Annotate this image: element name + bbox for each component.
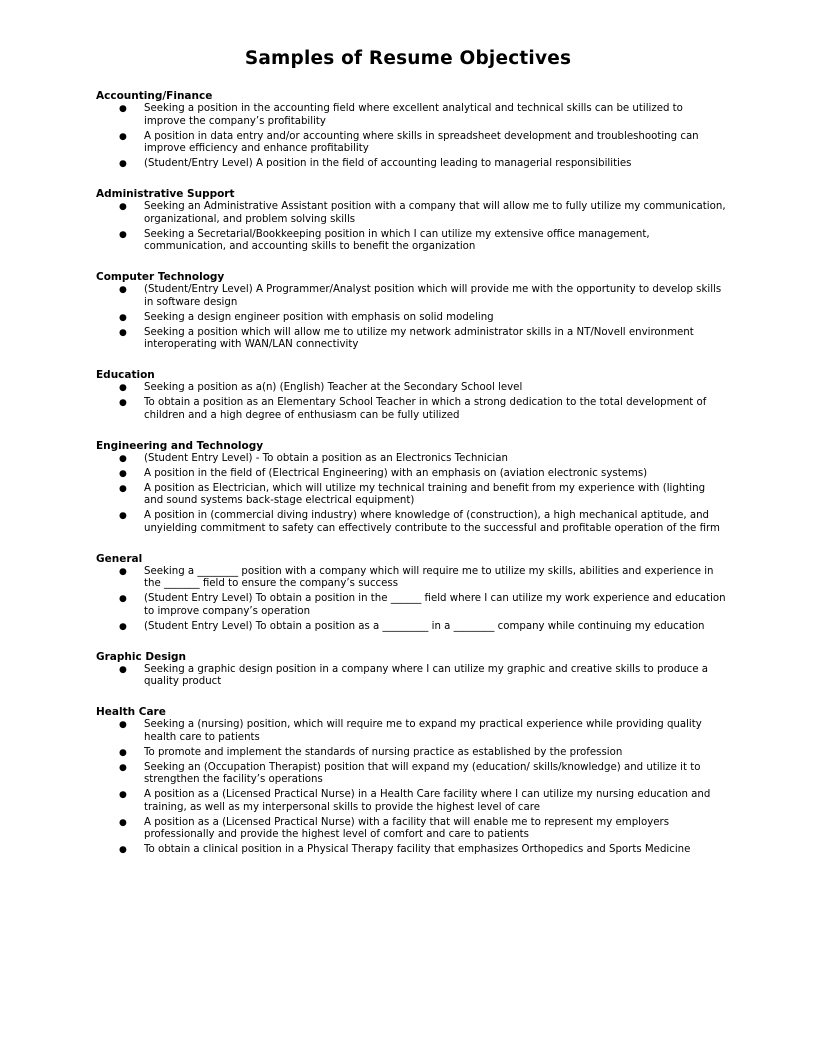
- bullet-icon: ●: [119, 468, 127, 479]
- bullet-icon: ●: [119, 747, 127, 758]
- objective-text: Seeking a position in the accounting field where excellent analytical and technical skills can be utilized to improve the company’s profitability: [144, 103, 683, 127]
- bullet-icon: ●: [119, 453, 127, 464]
- list-item: [96, 327, 726, 352]
- objective-text: Seeking an (Occupation Therapist) position that will expand my (education/ skills/knowledge) and utilize it to strengthen the facility’s operations: [144, 761, 701, 785]
- bullet-icon: ●: [119, 398, 127, 408]
- list-item: [96, 593, 726, 618]
- section-spacer: [96, 691, 726, 706]
- objective-text: Seeking a graphic design position in a company where I can utilize my graphic and creative skills to produce a quality product: [144, 663, 708, 687]
- list-item: [96, 566, 726, 591]
- section-spacer: [96, 256, 726, 271]
- list-item: [96, 621, 726, 634]
- list-item: [96, 382, 726, 395]
- section-administrative-support: [96, 188, 726, 254]
- objective-text: (Student Entry Level) - To obtain a position as an Electronics Technician: [144, 452, 508, 464]
- section-spacer: [96, 636, 726, 651]
- bullet-icon: ●: [119, 762, 127, 773]
- page-title: Samples of Resume Objectives: [244, 48, 572, 69]
- list-item: [96, 103, 726, 128]
- section-heading: General: [96, 552, 143, 565]
- objective-list: [96, 453, 726, 536]
- objective-list: [96, 382, 726, 422]
- list-item: [96, 468, 726, 481]
- objective-text: To obtain a position as an Elementary School Teacher in which a strong dedication to the total development of children and a high degree of enthusiasm can be fully utilized: [144, 397, 707, 421]
- list-item: [96, 510, 726, 535]
- objective-text: A position in the field of (Electrical Engineering) with an emphasis on (aviation electronic systems): [144, 467, 648, 479]
- objective-text: (Student Entry Level) To obtain a position as a _________ in a ________ company while continuing my education: [144, 620, 705, 632]
- bullet-icon: ●: [119, 594, 127, 604]
- objective-list: [96, 284, 726, 352]
- list-item: [96, 453, 726, 466]
- bullet-icon: ●: [119, 285, 127, 295]
- objective-text: Seeking a ________ position with a company which will require me to utilize my skills, abilities and experience in the _______ field to ensure the company’s success: [144, 565, 714, 589]
- objective-text: Seeking a Secretarial/Bookkeeping position in which I can utilize my extensive office management, communication, and accounting skills to benefit the organization: [144, 228, 650, 252]
- list-item: [96, 664, 726, 689]
- section-heading: Accounting/Finance: [96, 90, 213, 102]
- section-heading: Health Care: [96, 706, 166, 718]
- objective-list: [96, 201, 726, 254]
- bullet-icon: ●: [119, 312, 127, 323]
- section-heading: Graphic Design: [96, 650, 187, 663]
- list-item: [96, 747, 726, 760]
- bullet-icon: ●: [119, 383, 127, 393]
- bullet-icon: ●: [119, 845, 127, 855]
- objective-text: A position as Electrician, which will utilize my technical training and benefit from my experience with (lighting and sound systems back-stage electrical equipment): [144, 482, 706, 506]
- bullet-icon: ●: [119, 817, 127, 828]
- objective-list: [96, 566, 726, 634]
- objective-text: Seeking a position as a(n) (English) Teacher at the Secondary School level: [144, 382, 523, 393]
- bullet-icon: ●: [119, 790, 127, 800]
- list-item: [96, 284, 726, 309]
- objective-text: (Student/Entry Level) A Programmer/Analyst position which will provide me with the opportunity to develop skills in software design: [144, 284, 722, 308]
- objective-text: A position in data entry and/or accounting where skills in spreadsheet development and troubleshooting can improve efficiency and enhance profitability: [144, 130, 699, 154]
- list-item: [96, 844, 726, 857]
- section-computer-technology: [96, 271, 726, 352]
- bullet-icon: ●: [119, 720, 127, 730]
- section-health-care: [96, 706, 726, 857]
- bullet-icon: ●: [119, 511, 127, 521]
- bullet-icon: ●: [119, 131, 127, 142]
- section-spacer: [96, 425, 726, 440]
- bullet-icon: ●: [119, 566, 127, 577]
- objective-list: [96, 719, 726, 857]
- section-heading: Education: [96, 369, 155, 381]
- list-item: [96, 229, 726, 254]
- objective-list: [96, 103, 726, 171]
- objective-text: (Student Entry Level) To obtain a position in the ______ field where I can utilize my work experience and education to improve company’s operation: [144, 593, 726, 617]
- objective-text: Seeking a design engineer position with emphasis on solid modeling: [144, 311, 494, 323]
- section-heading: Engineering and Technology: [96, 439, 264, 452]
- list-item: [96, 817, 726, 842]
- objective-list: [96, 664, 726, 689]
- section-general: [96, 553, 726, 634]
- bullet-icon: ●: [119, 664, 127, 675]
- section-spacer: [96, 173, 726, 188]
- list-item: [96, 483, 726, 508]
- bullet-icon: ●: [119, 229, 127, 240]
- objective-text: To obtain a clinical position in a Physical Therapy facility that emphasizes Orthopedics and Sports Medicine: [144, 844, 691, 855]
- list-item: [96, 312, 726, 325]
- section-heading: Computer Technology: [96, 271, 225, 283]
- list-item: [96, 789, 726, 814]
- list-item: [96, 201, 726, 226]
- objective-text: Seeking a position which will allow me to utilize my network administrator skills in a NT/Novell environment interoperating with WAN/LAN connectivity: [144, 326, 694, 350]
- objective-text: A position as a (Licensed Practical Nurse) with a facility that will enable me to represent my employers professionally and provide the highest level of comfort and care to patients: [144, 816, 670, 840]
- objective-text: A position in (commercial diving industry) where knowledge of (construction), a high mechanical aptitude, and unyielding commitment to safety can effectively contribute to the successful and profitable operation of the firm: [144, 510, 720, 534]
- section-spacer: [96, 354, 726, 369]
- list-item: [96, 131, 726, 156]
- objective-text: Seeking a (nursing) position, which will require me to expand my practical experience while providing quality health care to patients: [144, 719, 702, 743]
- objective-text: (Student/Entry Level) A position in the field of accounting leading to managerial responsibilities: [144, 158, 632, 169]
- list-item: [96, 158, 726, 171]
- section-education: [96, 369, 726, 422]
- list-item: [96, 719, 726, 744]
- bullet-icon: ●: [119, 159, 127, 169]
- section-accounting-finance: [96, 90, 726, 171]
- list-item: [96, 397, 726, 422]
- bullet-icon: ●: [119, 104, 127, 114]
- section-heading: Administrative Support: [96, 188, 235, 200]
- bullet-icon: ●: [119, 621, 127, 632]
- section-graphic-design: [96, 651, 726, 689]
- bullet-icon: ●: [119, 483, 127, 494]
- bullet-icon: ●: [119, 327, 127, 338]
- objective-text: A position as a (Licensed Practical Nurse) in a Health Care facility where I can utilize my nursing education and training, as well as my interpersonal skills to provide the highest level of care: [144, 789, 711, 813]
- objective-text: To promote and implement the standards of nursing practice as established by the profession: [144, 746, 623, 758]
- objective-text: Seeking an Administrative Assistant position with a company that will allow me to fully utilize my communication, organizational, and problem solving skills: [144, 201, 726, 225]
- section-spacer: [96, 538, 726, 553]
- document-body: [96, 90, 726, 859]
- list-item: [96, 762, 726, 787]
- bullet-icon: ●: [119, 202, 127, 212]
- section-engineering-and-technology: [96, 440, 726, 536]
